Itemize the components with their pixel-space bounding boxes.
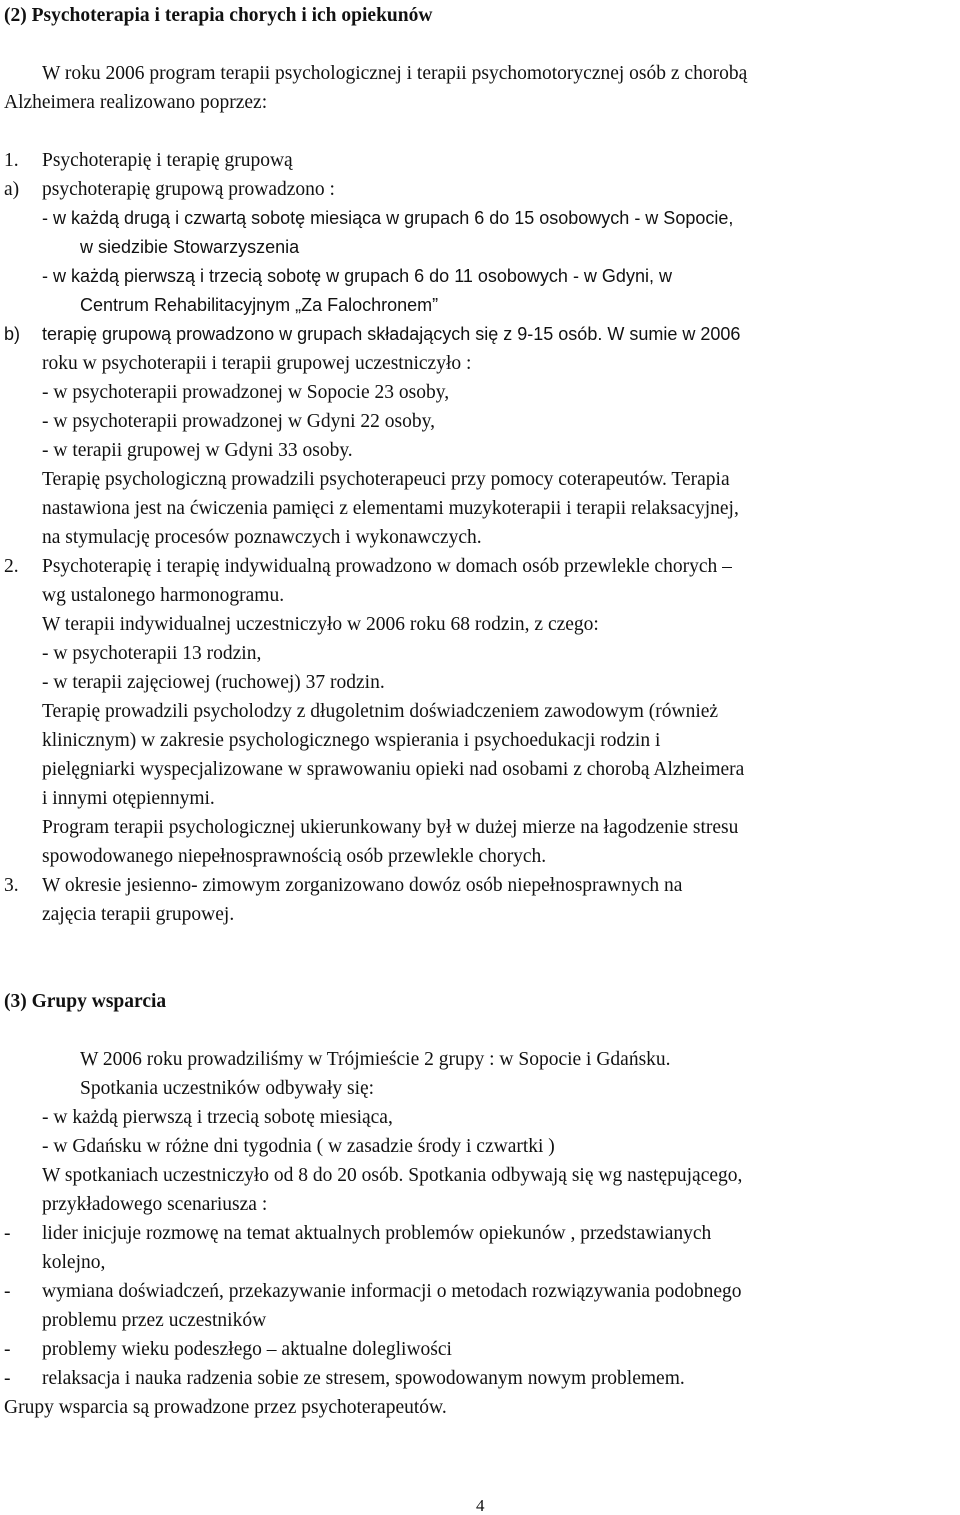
section-2-intro-line1: W roku 2006 program terapii psychologicznej i terapii psychomotorycznej osób z chorobą xyxy=(42,63,748,84)
section-2-heading: (2) Psychoterapia i terapia chorych i ich opiekunów xyxy=(4,5,433,26)
item-1b-marker: b) xyxy=(4,324,21,344)
item-1b-para-line2: nastawiona jest na ćwiczenia pamięci z elementami muzykoterapii i terapii relaksacyjnej, xyxy=(42,498,739,519)
scenario-dash: - xyxy=(4,1281,11,1302)
scenario-intro-line1: W spotkaniach uczestniczyło od 8 do 20 osób. Spotkania odbywają się wg następującego, xyxy=(42,1165,743,1186)
meeting-list-item: - w każdą pierwszą i trzecią sobotę miesiąca, xyxy=(42,1107,393,1128)
scenario-dash: - xyxy=(4,1223,11,1244)
item-1a-sub2-line2: Centrum Rehabilitacyjnym „Za Falochronem” xyxy=(80,295,439,315)
item-1b-list-item: - w psychoterapii prowadzonej w Gdyni 22 osoby, xyxy=(42,411,435,432)
page-number: 4 xyxy=(476,1496,485,1515)
item-1b-list-item: - w terapii grupowej w Gdyni 33 osoby. xyxy=(42,440,353,461)
item-1-title: Psychoterapię i terapię grupową xyxy=(42,150,293,171)
item-2-para1-line4: i innymi otępiennymi. xyxy=(42,788,215,809)
scenario-item-4: relaksacja i nauka radzenia sobie ze stresem, spowodowanym nowym problemem. xyxy=(42,1368,685,1389)
item-3-text-line2: zajęcia terapii grupowej. xyxy=(42,904,235,925)
item-1a-text: psychoterapię grupową prowadzono : xyxy=(42,179,335,200)
section-3-intro-line2: Spotkania uczestników odbywały się: xyxy=(80,1078,375,1099)
item-1b-text-line1-part xyxy=(42,325,740,343)
scenario-item-1-line1: lider inicjuje rozmowę na temat aktualnych problemów opiekunów , przedstawianych xyxy=(42,1223,712,1244)
item-1b-para-line1: Terapię psychologiczną prowadzili psychoterapeuci przy pomocy coterapeutów. Terapia xyxy=(42,469,730,490)
item-1b-text-line2: roku w psychoterapii i terapii grupowej uczestniczyło : xyxy=(42,353,472,374)
section-3-heading: (3) Grupy wsparcia xyxy=(4,991,167,1012)
scenario-dash: - xyxy=(4,1368,11,1389)
section-3-intro-line1: W 2006 roku prowadziliśmy w Trójmieście 2 grupy : w Sopocie i Gdańsku. xyxy=(80,1049,671,1070)
scenario-item-1-line2: kolejno, xyxy=(42,1252,106,1273)
item-2-para1-line1: Terapię prowadzili psycholodzy z długoletnim doświadczeniem zawodowym (również xyxy=(42,701,719,722)
item-2-number: 2. xyxy=(4,556,19,577)
scenario-dash: - xyxy=(4,1339,11,1360)
item-1b-list-item: - w psychoterapii prowadzonej w Sopocie 23 osoby, xyxy=(42,382,450,403)
item-1-number: 1. xyxy=(4,150,19,171)
item-3-number: 3. xyxy=(4,875,19,896)
meeting-list-item: - w Gdańsku w różne dni tygodnia ( w zasadzie środy i czwartki ) xyxy=(42,1136,555,1157)
item-2-text-line2: wg ustalonego harmonogramu. xyxy=(42,585,285,606)
item-3-text-line1: W okresie jesienno- zimowym zorganizowano dowóz osób niepełnosprawnych na xyxy=(42,875,683,896)
item-1a-sub1-line2: w siedzibie Stowarzyszenia xyxy=(80,237,300,257)
item-1a-sub2-line1: - w każdą pierwszą i trzecią sobotę w grupach 6 do 11 osobowych - w Gdyni, w xyxy=(42,266,672,286)
item-1b-text-line1: terapię grupową prowadzono w grupach składających się z 9-15 osób. W sumie w 2006 xyxy=(42,324,741,344)
item-1a-sub1-line1: - w każdą drugą i czwartą sobotę miesiąca w grupach 6 do 15 osobowych - w Sopocie, xyxy=(42,208,734,228)
item-2-text-line1: Psychoterapię i terapię indywidualną prowadzono w domach osób przewlekle chorych – xyxy=(42,556,732,577)
item-1a-marker: a) xyxy=(4,179,20,200)
item-2-para1-line2: klinicznym) w zakresie psychologicznego wspierania i psychoedukacji rodzin i xyxy=(42,730,661,751)
scenario-item-2-line1: wymiana doświadczeń, przekazywanie informacji o metodach rozwiązywania podobnego xyxy=(42,1281,742,1302)
section-3-closing: Grupy wsparcia są prowadzone przez psychoterapeutów. xyxy=(4,1397,447,1418)
item-2-para1-line3: pielęgniarki wyspecjalizowane w sprawowaniu opieki nad osobami z chorobą Alzheimera xyxy=(42,759,745,780)
item-2-para2-line2: spowodowanego niepełnosprawnością osób przewlekle chorych. xyxy=(42,846,547,867)
item-1b-para-line3: na stymulację procesów poznawczych i wykonawczych. xyxy=(42,527,482,548)
scenario-item-2-line2: problemu przez uczestników xyxy=(42,1310,267,1331)
scenario-item-3: problemy wieku podeszłego – aktualne dolegliwości xyxy=(42,1339,452,1360)
item-2-list-item: - w terapii zajęciowej (ruchowej) 37 rodzin. xyxy=(42,672,385,693)
item-2-list-item: - w psychoterapii 13 rodzin, xyxy=(42,643,262,664)
item-2-summary: W terapii indywidualnej uczestniczyło w 2006 roku 68 rodzin, z czego: xyxy=(42,614,599,635)
scenario-intro-line2: przykładowego scenariusza : xyxy=(42,1194,268,1215)
section-2-intro-line2: Alzheimera realizowano poprzez: xyxy=(4,92,268,113)
item-2-para2-line1: Program terapii psychologicznej ukierunkowany był w dużej mierze na łagodzenie stresu xyxy=(42,817,739,838)
